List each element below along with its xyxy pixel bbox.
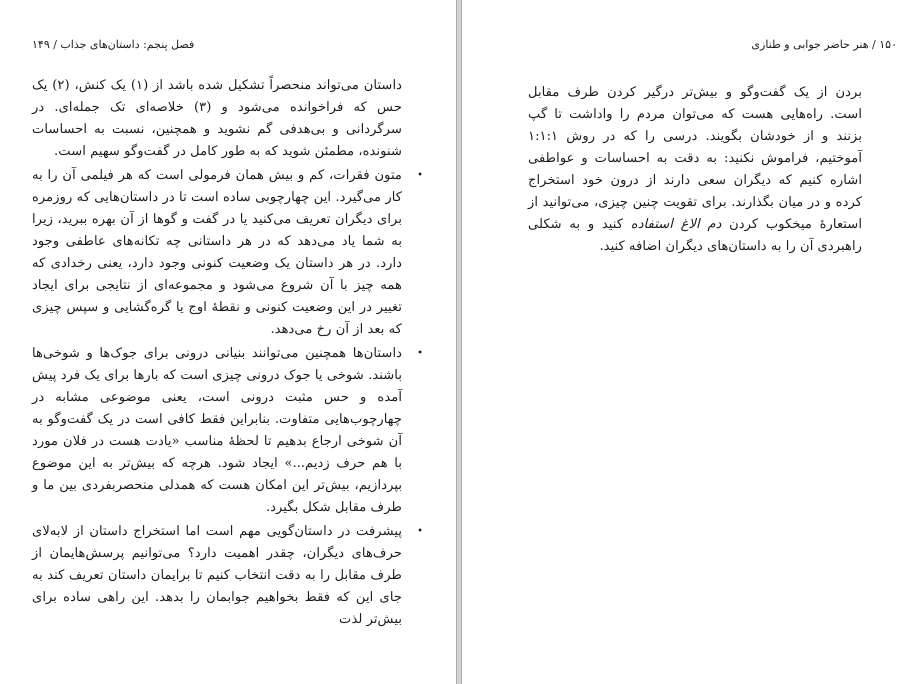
- bullet-text: داستان‌ها همچنین می‌توانند بنیانی درونی برای جوک‌ها و شوخی‌ها باشند. شوخی یا جوک درونی چیزی است که بارها برای یک فرد پیش آمده و حس مثبت درونی است، یعنی موضوعی مشابه در چهارچوب‌هایی متفاوت. بنابراین فقط کافی است در یک گفت‌وگو به آن شوخی ارجاع بدهیم تا لحظهٔ مناسب «یادت هست در فلان مورد با هم حرف زدیم...» ایجاد شود. هرچه که بیش‌تر به این موضوع بپردازیم، بیش‌تر این امکان هست که همدلی منحصربفردی بین ما و طرف مقابل شکل بگیرد.: [32, 346, 402, 515]
- left-page: [0, 0, 456, 684]
- bullet-icon: •: [417, 170, 423, 181]
- bullet-text: پیشرفت در داستان‌گویی مهم است اما استخراج داستان از لابه‌لای حرف‌های دیگران، چقدر اهمیت دارد؟ می‌توانیم پرسش‌هایمان از طرف مقابل را به دقت انتخاب کنیم تا برایمان داستان تعریف کند به جای این که فقط بخواهیم جوابمان را بدهد. این راهی ساده برای بیش‌تر لذت: [32, 524, 402, 627]
- bullet-icon: •: [417, 526, 423, 537]
- bullet-icon: •: [417, 348, 423, 359]
- left-page-body: [32, 75, 423, 633]
- left-page-header: فصل پنجم: داستان‌های جذاب / ۱۴۹: [32, 38, 195, 51]
- right-paragraph-italic-phrase: دم الاغ استفاده: [630, 217, 722, 232]
- right-page: [462, 0, 919, 684]
- bullet-item: [32, 343, 423, 519]
- bullet-item: [32, 521, 423, 631]
- right-page-header: ۱۵۰ / هنر حاضر جوابی و طنازی: [751, 38, 897, 51]
- bullet-item: [32, 165, 423, 341]
- right-paragraph: [528, 82, 862, 258]
- left-lead-paragraph: داستان می‌تواند منحصراً تشکیل شده باشد از (۱) یک کنش، (۲) یک حس که فراخوانده می‌شود و (۳) خلاصه‌ای تک جمله‌ای. در سرگردانی و بی‌هدفی گم نشوید و همچنین، نسبت به احساسات شنونده، مطمئن شوید که به طور کامل در گفت‌وگو سهیم است.: [32, 78, 403, 159]
- right-page-body: [528, 82, 862, 260]
- right-paragraph-text-end: کنید و به شکلی راهبردی آن را به داستان‌های دیگران اضافه کنید.: [528, 217, 862, 254]
- right-paragraph-text-start: بردن از یک گفت‌وگو و بیش‌تر درگیر کردن طرف مقابل است. راه‌هایی هست که می‌توان مردم را واداشت تا گپ بزنند و از خودشان بگویند. درسی را که در روش ۱:۱:۱ آموختیم، فراموش نکنید: به دقت به احساسات و عواطفی اشاره کنیم که دیگران سعی دارند از درون خود استخراج کرده و در میان بگذارند. برای تقویت چنین چیزی، می‌توانید از استعارهٔ میخکوب کردن: [528, 85, 863, 232]
- bullet-text: متون فقرات، کم و بیش همان فرمولی است که هر فیلمی آن را به کار می‌گیرد. این چهارچوبی ساده است تا در داستان‌هایی که روزمره برای دیگران تعریف می‌کنید یا در گفت و گوها از آن بهره ببرید، زیرا به شما یاد می‌دهد که در هر داستانی چه تکانه‌های عاطفی وجود دارد. در هر داستان یک وضعیت کنونی وجود دارد، یعنی رخدادی که همه چیز با آن شروع می‌شود و مجموعه‌ای از نتایجی برای ایجاد تغییر در این وضعیت کنونی و نقطهٔ اوج یا گره‌گشایی و سپس چیزی که بعد از آن رخ می‌دهد.: [32, 168, 402, 337]
